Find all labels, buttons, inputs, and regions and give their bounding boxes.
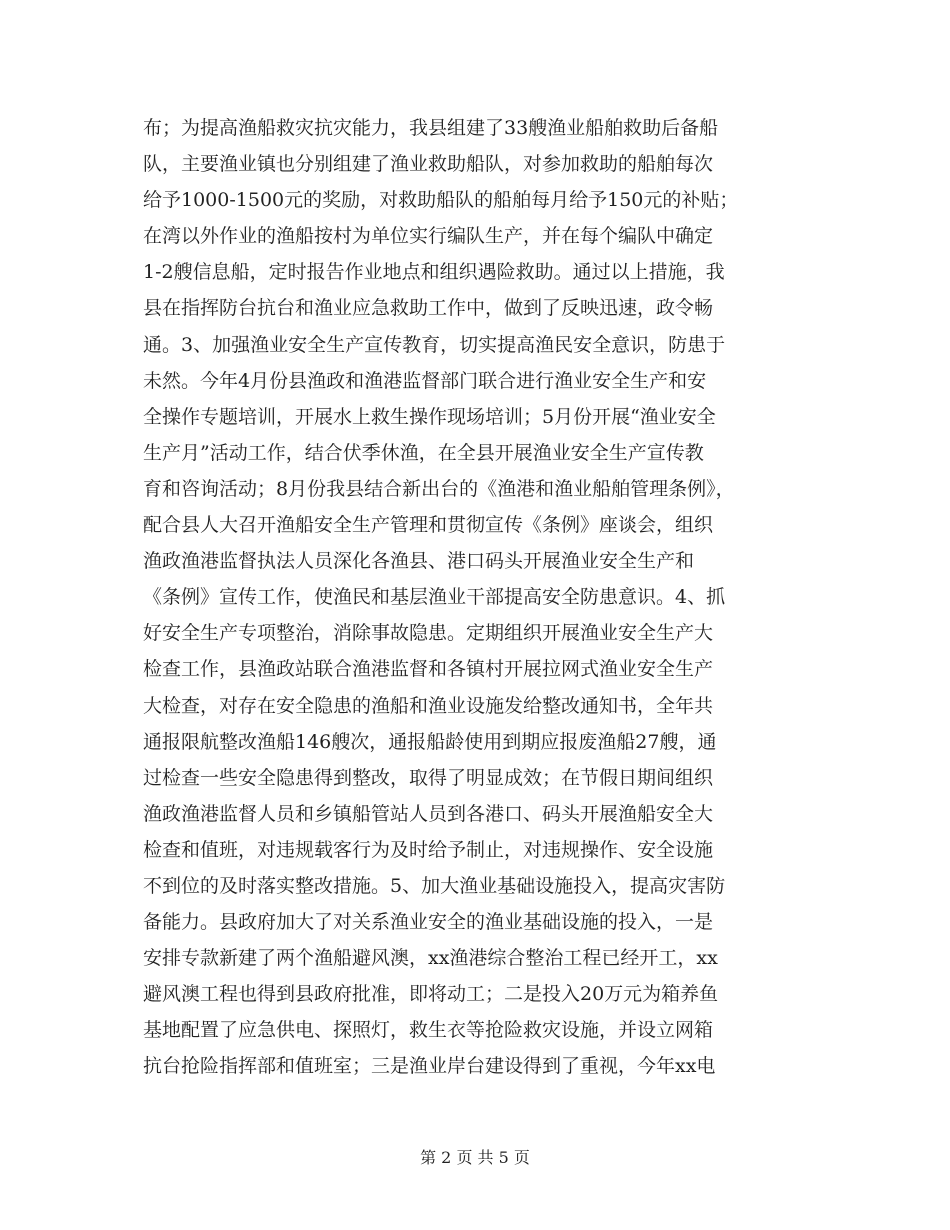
text-line: 基地配置了应急供电、探照灯，救生衣等抢险救灾设施，并设立网箱 xyxy=(143,1019,714,1042)
text-line: 渔政渔港监督人员和乡镇船管站人员到各港口、码头开展渔船安全大 xyxy=(143,802,714,825)
text-line: 生产月”活动工作，结合伏季休渔，在全县开展渔业安全生产宣传教 xyxy=(143,441,704,464)
text-line: 在湾以外作业的渔船按村为单位实行编队生产，并在每个编队中确定 xyxy=(143,225,714,248)
text-line: 未然。今年4月份县渔政和渔港监督部门联合进行渔业安全生产和安 xyxy=(143,369,707,392)
text-line: 检查工作，县渔政站联合渔港监督和各镇村开展拉网式渔业安全生产 xyxy=(143,658,714,681)
text-line: 育和咨询活动；8月份我县结合新出台的《渔港和渔业船舶管理条例》， xyxy=(143,477,735,500)
text-line: 避风澳工程也得到县政府批准，即将动工；二是投入20万元为箱养鱼 xyxy=(143,983,719,1006)
text-line: 备能力。县政府加大了对关系渔业安全的渔业基础设施的投入，一是 xyxy=(143,911,714,934)
text-line: 通报限航整改渔船146艘次，通报船龄使用到期应报废渔船27艘，通 xyxy=(143,730,717,753)
text-line: 配合县人大召开渔船安全生产管理和贯彻宣传《条例》座谈会，组织 xyxy=(143,514,714,537)
text-line: 检查和值班，对违规载客行为及时给予制止，对违规操作、安全设施 xyxy=(143,838,714,861)
text-line: 渔政渔港监督执法人员深化各渔县、港口码头开展渔业安全生产和 xyxy=(143,550,695,573)
text-line: 过检查一些安全隐患得到整改，取得了明显成效；在节假日期间组织 xyxy=(143,766,714,789)
text-line: 1-2艘信息船，定时报告作业地点和组织遇险救助。通过以上措施，我 xyxy=(143,261,725,284)
text-line: 队，主要渔业镇也分别组建了渔业救助船队，对参加救助的船舶每次 xyxy=(143,153,714,176)
text-line: 通。3、加强渔业安全生产宣传教育，切实提高渔民安全意识，防患于 xyxy=(143,333,726,356)
body-text xyxy=(143,110,823,1085)
text-line: 给予1000-1500元的奖励，对救助船队的船舶每月给予150元的补贴； xyxy=(143,189,739,212)
text-line: 大检查，对存在安全隐患的渔船和渔业设施发给整改通知书，全年共 xyxy=(143,694,714,717)
text-line: 抗台抢险指挥部和值班室；三是渔业岸台建设得到了重视，今年xx电 xyxy=(143,1055,716,1078)
text-line: 县在指挥防台抗台和渔业应急救助工作中，做到了反映迅速，政令畅 xyxy=(143,297,714,320)
text-line: 全操作专题培训，开展水上救生操作现场培训；5月份开展“渔业安全 xyxy=(143,405,716,428)
text-line: 不到位的及时落实整改措施。5、加大渔业基础设施投入，提高灾害防 xyxy=(143,874,726,897)
text-line: 布；为提高渔船救灾抗灾能力，我县组建了33艘渔业船舶救助后备船 xyxy=(143,117,719,139)
text-line: 安排专款新建了两个渔船避风澳，xx渔港综合整治工程已经开工，xx xyxy=(143,947,718,970)
page-footer: 第 2 页 共 5 页 xyxy=(420,1148,530,1167)
text-line: 好安全生产专项整治，消除事故隐患。定期组织开展渔业安全生产大 xyxy=(143,622,714,645)
text-line: 《条例》宣传工作，使渔民和基层渔业干部提高安全防患意识。4、抓 xyxy=(143,586,726,609)
